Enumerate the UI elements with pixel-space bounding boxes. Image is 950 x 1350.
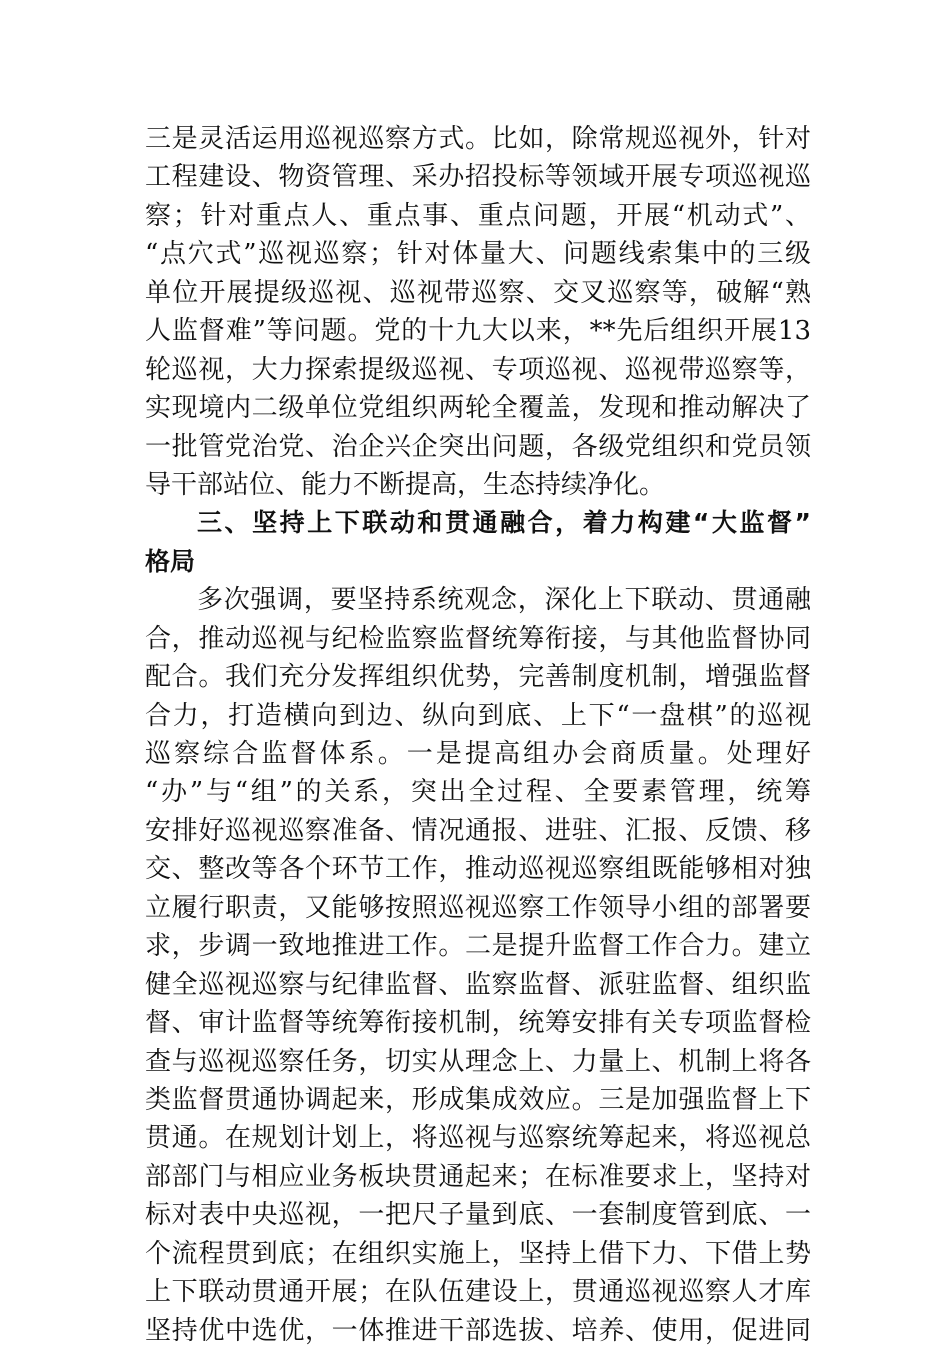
- paragraph-line: 察；针对重点人、重点事、重点问题，开展“机动式”、: [145, 200, 811, 231]
- heading-line: 三、坚持上下联动和贯通融合，着力构建“大监督”: [197, 508, 811, 538]
- paragraph-line: 配合。我们充分发挥组织优势，完善制度机制，增强监督: [145, 662, 811, 693]
- paragraph-line: 求，步调一致地推进工作。二是提升监督工作合力。建立: [145, 931, 811, 962]
- paragraph-line: 导干部站位、能力不断提高，生态持续净化。: [145, 469, 666, 500]
- paragraph-line: 工程建设、物资管理、采办招投标等领域开展专项巡视巡: [145, 162, 811, 193]
- paragraph-line: 交、整改等各个环节工作，推动巡视巡察组既能够相对独: [145, 854, 811, 885]
- paragraph-line: 上下联动贯通开展；在队伍建设上，贯通巡视巡察人才库: [145, 1277, 811, 1308]
- paragraph-line: 个流程贯到底；在组织实施上，坚持上借下力、下借上势: [145, 1238, 811, 1269]
- paragraph-line: “办”与“组”的关系，突出全过程、全要素管理，统筹: [145, 777, 811, 808]
- paragraph-line: 合力，打造横向到边、纵向到底、上下“一盘棋”的巡视: [145, 700, 811, 731]
- paragraph-line: 合，推动巡视与纪检监察监督统筹衔接，与其他监督协同: [145, 623, 811, 654]
- paragraph-line: 督、审计监督等统筹衔接机制，统筹安排有关专项监督检: [145, 1008, 811, 1039]
- paragraph-line: 一批管党治党、治企兴企突出问题，各级党组织和党员领: [145, 431, 811, 462]
- heading-line: 格局: [145, 546, 196, 576]
- paragraph-line: 轮巡视，大力探索提级巡视、专项巡视、巡视带巡察等，: [145, 354, 811, 385]
- paragraph-line: 健全巡视巡察与纪律监督、监察监督、派驻监督、组织监: [145, 969, 811, 1000]
- document-page: [145, 120, 811, 1350]
- paragraph-supervision-system: [145, 581, 811, 1350]
- paragraph-line: 贯通。在规划计划上，将巡视与巡察统筹起来，将巡视总: [145, 1123, 811, 1154]
- paragraph-line: 标对表中央巡视，一把尺子量到底、一套制度管到底、一: [145, 1200, 811, 1231]
- paragraph-line: 实现境内二级单位党组织两轮全覆盖，发现和推动解决了: [145, 393, 811, 424]
- paragraph-line: 立履行职责，又能够按照巡视巡察工作领导小组的部署要: [145, 892, 811, 923]
- paragraph-line: 单位开展提级巡视、巡视带巡察、交叉巡察等，破解“熟: [145, 277, 811, 308]
- paragraph-line: 类监督贯通协调起来，形成集成效应。三是加强监督上下: [145, 1084, 811, 1115]
- paragraph-line: 多次强调，要坚持系统观念，深化上下联动、贯通融: [197, 585, 811, 616]
- paragraph-line: “点穴式”巡视巡察；针对体量大、问题线索集中的三级: [145, 239, 811, 270]
- paragraph-line: 安排好巡视巡察准备、情况通报、进驻、汇报、反馈、移: [145, 815, 811, 846]
- section-heading: [145, 504, 811, 581]
- paragraph-line: 巡察综合监督体系。一是提高组办会商质量。处理好: [145, 739, 811, 769]
- paragraph-line: 部部门与相应业务板块贯通起来；在标准要求上，坚持对: [145, 1161, 811, 1192]
- paragraph-line: 坚持优中选优，一体推进干部选拔、培养、使用，促进同: [145, 1315, 811, 1346]
- paragraph-line: 查与巡视巡察任务，切实从理念上、力量上、机制上将各: [145, 1046, 811, 1077]
- paragraph-line: 三是灵活运用巡视巡察方式。比如，除常规巡视外，针对: [145, 124, 811, 154]
- paragraph-line: 人监督难”等问题。党的十九大以来，**先后组织开展13: [145, 316, 811, 347]
- paragraph-inspection-methods: [145, 120, 811, 504]
